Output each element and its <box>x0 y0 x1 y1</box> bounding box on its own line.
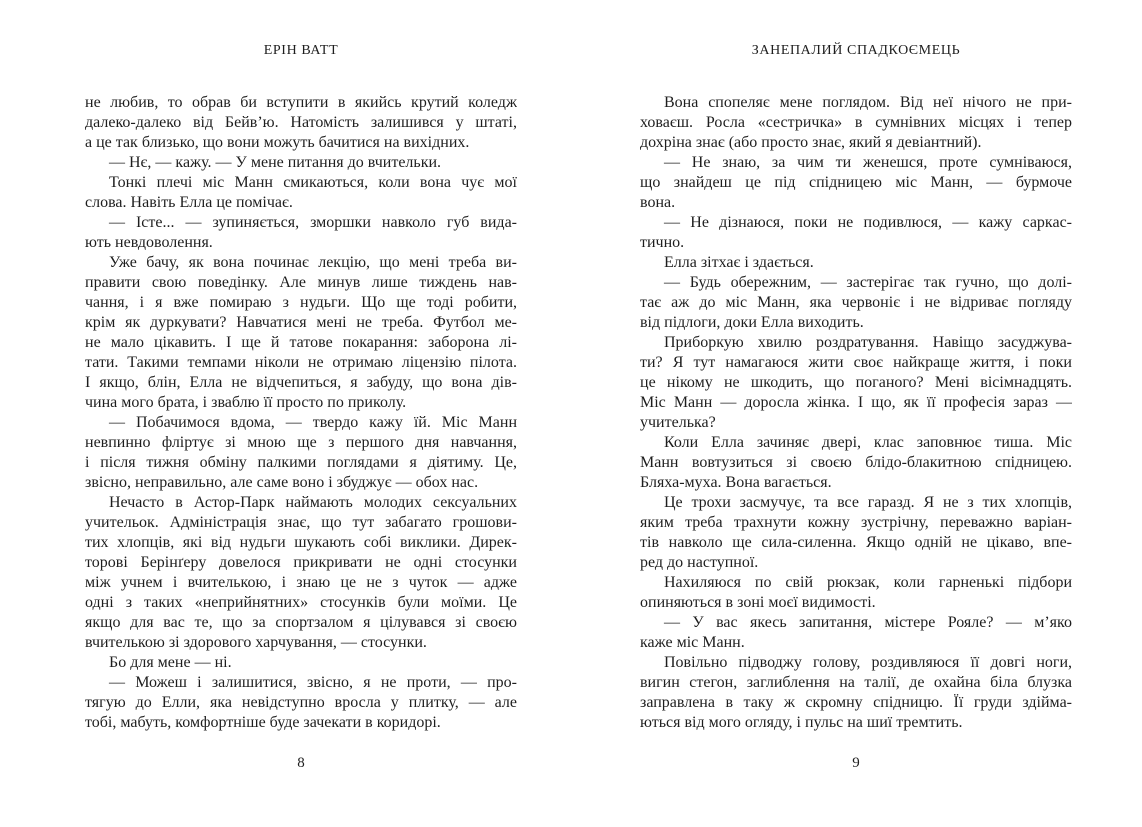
text-line: Бляха-муха. Вона вагається. <box>640 474 832 491</box>
text-line: ти? Я тут намагаюся жити своє найкраще життя, і поки <box>640 354 1072 371</box>
text-line: тів навколо ще сила-силенна. Якщо одній не цікаво, впе- <box>640 534 1072 551</box>
text-line: Тонкі плечі міс Манн смикаються, коли вона чує мої <box>109 174 517 191</box>
text-line: одні з таких «неприйнятних» стосунків були моїми. Це <box>85 594 517 611</box>
text-line: а це так близько, що вони можуть бачитися на вихідних. <box>85 134 470 151</box>
text-line: торові Берінґеру довелося прикривати не одні стосунки <box>85 554 517 571</box>
text-line: — Будь обережним, — застерігає так гучно, що долі- <box>664 274 1072 291</box>
text-line: чання, і я вже помираю з нудьги. Що ще тоді робити, <box>85 294 517 311</box>
text-line: Повільно підводжу голову, роздивляюся її довгі ноги, <box>664 654 1072 671</box>
page-right <box>640 0 1072 827</box>
text-line: далеко-далеко від Бейв’ю. Натомість залишився у штаті, <box>85 114 517 131</box>
text-line: вигин стегон, заглиблення на талії, де охайна біла блузка <box>640 674 1072 691</box>
text-line: не мало цікавить. І ще й татове покарання: заборона лі- <box>85 334 517 351</box>
running-header-title: ЗАНЕПАЛИЙ СПАДКОЄМЕЦЬ <box>751 43 961 58</box>
text-line: не любив, то обрав би вступити в якийсь крутий коледж <box>85 94 517 111</box>
text-line: учительок. Адміністрація знає, що тут забагато грошови- <box>85 514 517 531</box>
text-line: звісно, неправильно, але саме воно і збуджує — обох нас. <box>85 474 479 491</box>
text-line: крім як дуркувати? Навчатися мені не треба. Футбол ме- <box>85 314 517 331</box>
text-line: Уже бачу, як вона починає лекцію, що мені треба ви- <box>109 254 517 271</box>
text-line: ховаєш. Росла «сестричка» в сумнівних місцях і тепер <box>640 114 1072 131</box>
text-line: між учнем і вчителькою, і знаю це не з чуток — адже <box>85 574 517 591</box>
text-line: тих хлопців, які від нудьги шукають собі виклики. Дирек- <box>85 534 517 551</box>
text-line: тично. <box>640 234 685 251</box>
text-line: слова. Навіть Елла це помічає. <box>85 194 293 211</box>
text-line: — Істе... — зупиняється, зморшки навколо губ вида- <box>109 214 517 231</box>
text-line: каже міс Манн. <box>640 634 745 651</box>
text-line: учителька? <box>640 414 716 431</box>
text-line: — Нє, — кажу. — У мене питання до вчительки. <box>109 154 442 171</box>
text-line: — Побачимося вдома, — твердо кажу їй. Міс Манн <box>109 414 517 431</box>
text-line: ють невдоволення. <box>85 234 213 251</box>
text-line: чина мого брата, і зваблю її просто по приколу. <box>85 394 407 411</box>
text-line: — Можеш і залишитися, звісно, я не проти, — про- <box>109 674 517 691</box>
text-line: яким треба трахнути кожну зустрічну, переважно варіан- <box>640 514 1072 531</box>
text-line: Вона спопеляє мене поглядом. Від неї нічого не при- <box>664 94 1072 111</box>
text-line: тати. Такими темпами ніколи не отримаю ліцензію пілота. <box>85 354 517 371</box>
running-header-author: ЕРІН ВАТТ <box>263 43 339 58</box>
text-line: вона. <box>640 194 676 211</box>
text-line: Манн вовтузиться зі своєю блідо-блакитною спідницею. <box>640 454 1072 471</box>
page-body <box>640 93 1072 733</box>
text-line: Бо для мене — ні. <box>109 654 232 671</box>
text-line: Приборкую хвилю роздратування. Навіщо засуджува- <box>664 334 1072 351</box>
text-line: що знайдеш це під спідницею міс Манн, — бурмоче <box>640 174 1072 191</box>
text-line: це нікому не шкодить, що поганого? Мені вісімнадцять. <box>640 374 1072 391</box>
text-line: правити свою поведінку. Але минув лише тиждень нав- <box>85 274 517 291</box>
text-line: дохріна знає (або просто знає, який я девіантний). <box>640 134 982 151</box>
text-line: — Не знаю, за чим ти женешся, проте сумніваюся, <box>664 154 1072 171</box>
text-line: вчителькою зі здорового харчування, — стосунки. <box>85 634 427 651</box>
text-line: ються від мого огляду, і пульс на шиї тремтить. <box>640 714 963 731</box>
text-line: від підлоги, доки Елла виходить. <box>640 314 864 331</box>
text-line: — Не дізнаюся, поки не подивлюся, — кажу саркас- <box>664 214 1072 231</box>
text-line: якщо для вас те, що за спортзалом я цілувався зі своєю <box>85 614 517 631</box>
text-line: невпинно фліртує зі мною ще з першого дня навчання, <box>85 434 517 451</box>
text-line: І якщо, блін, Елла не відчепиться, я забуду, що вона дів- <box>85 374 517 391</box>
page-body <box>85 93 517 733</box>
text-line: Нечасто в Астор-Парк наймають молодих сексуальних <box>109 494 517 511</box>
text-line: тягую до Елли, яка невідступно вросла у плитку, — але <box>85 694 517 711</box>
text-line: Коли Елла зачиняє двері, клас заповнює тиша. Міс <box>664 434 1072 451</box>
text-line: Це трохи засмучує, та все гаразд. Я не з тих хлопців, <box>664 494 1072 511</box>
text-line: Нахиляюся по свій рюкзак, коли гарненькі підбори <box>664 574 1072 591</box>
text-line: і після тижня обміну палкими поглядами я діятиму. Це, <box>85 454 517 471</box>
text-line: Елла зітхає і здається. <box>664 254 814 271</box>
text-line: тає аж до міс Манн, яка червоніє і не відриває погляду <box>640 294 1072 311</box>
page-left <box>85 0 517 827</box>
text-line: опиняються в зоні моєї видимості. <box>640 594 876 611</box>
text-line: — У вас якесь запитання, містере Рояле? — м’яко <box>664 614 1072 631</box>
page-number: 9 <box>852 755 860 771</box>
text-line: ред до наступної. <box>640 554 759 571</box>
text-line: тобі, мабуть, комфортніше буде зачекати в коридорі. <box>85 714 441 731</box>
page-number: 8 <box>297 755 305 771</box>
text-line: Міс Манн — доросла жінка. І що, як її професія зараз — <box>640 394 1072 411</box>
text-line: заправлена в таку ж скромну спідницю. Її груди здійма- <box>640 694 1072 711</box>
